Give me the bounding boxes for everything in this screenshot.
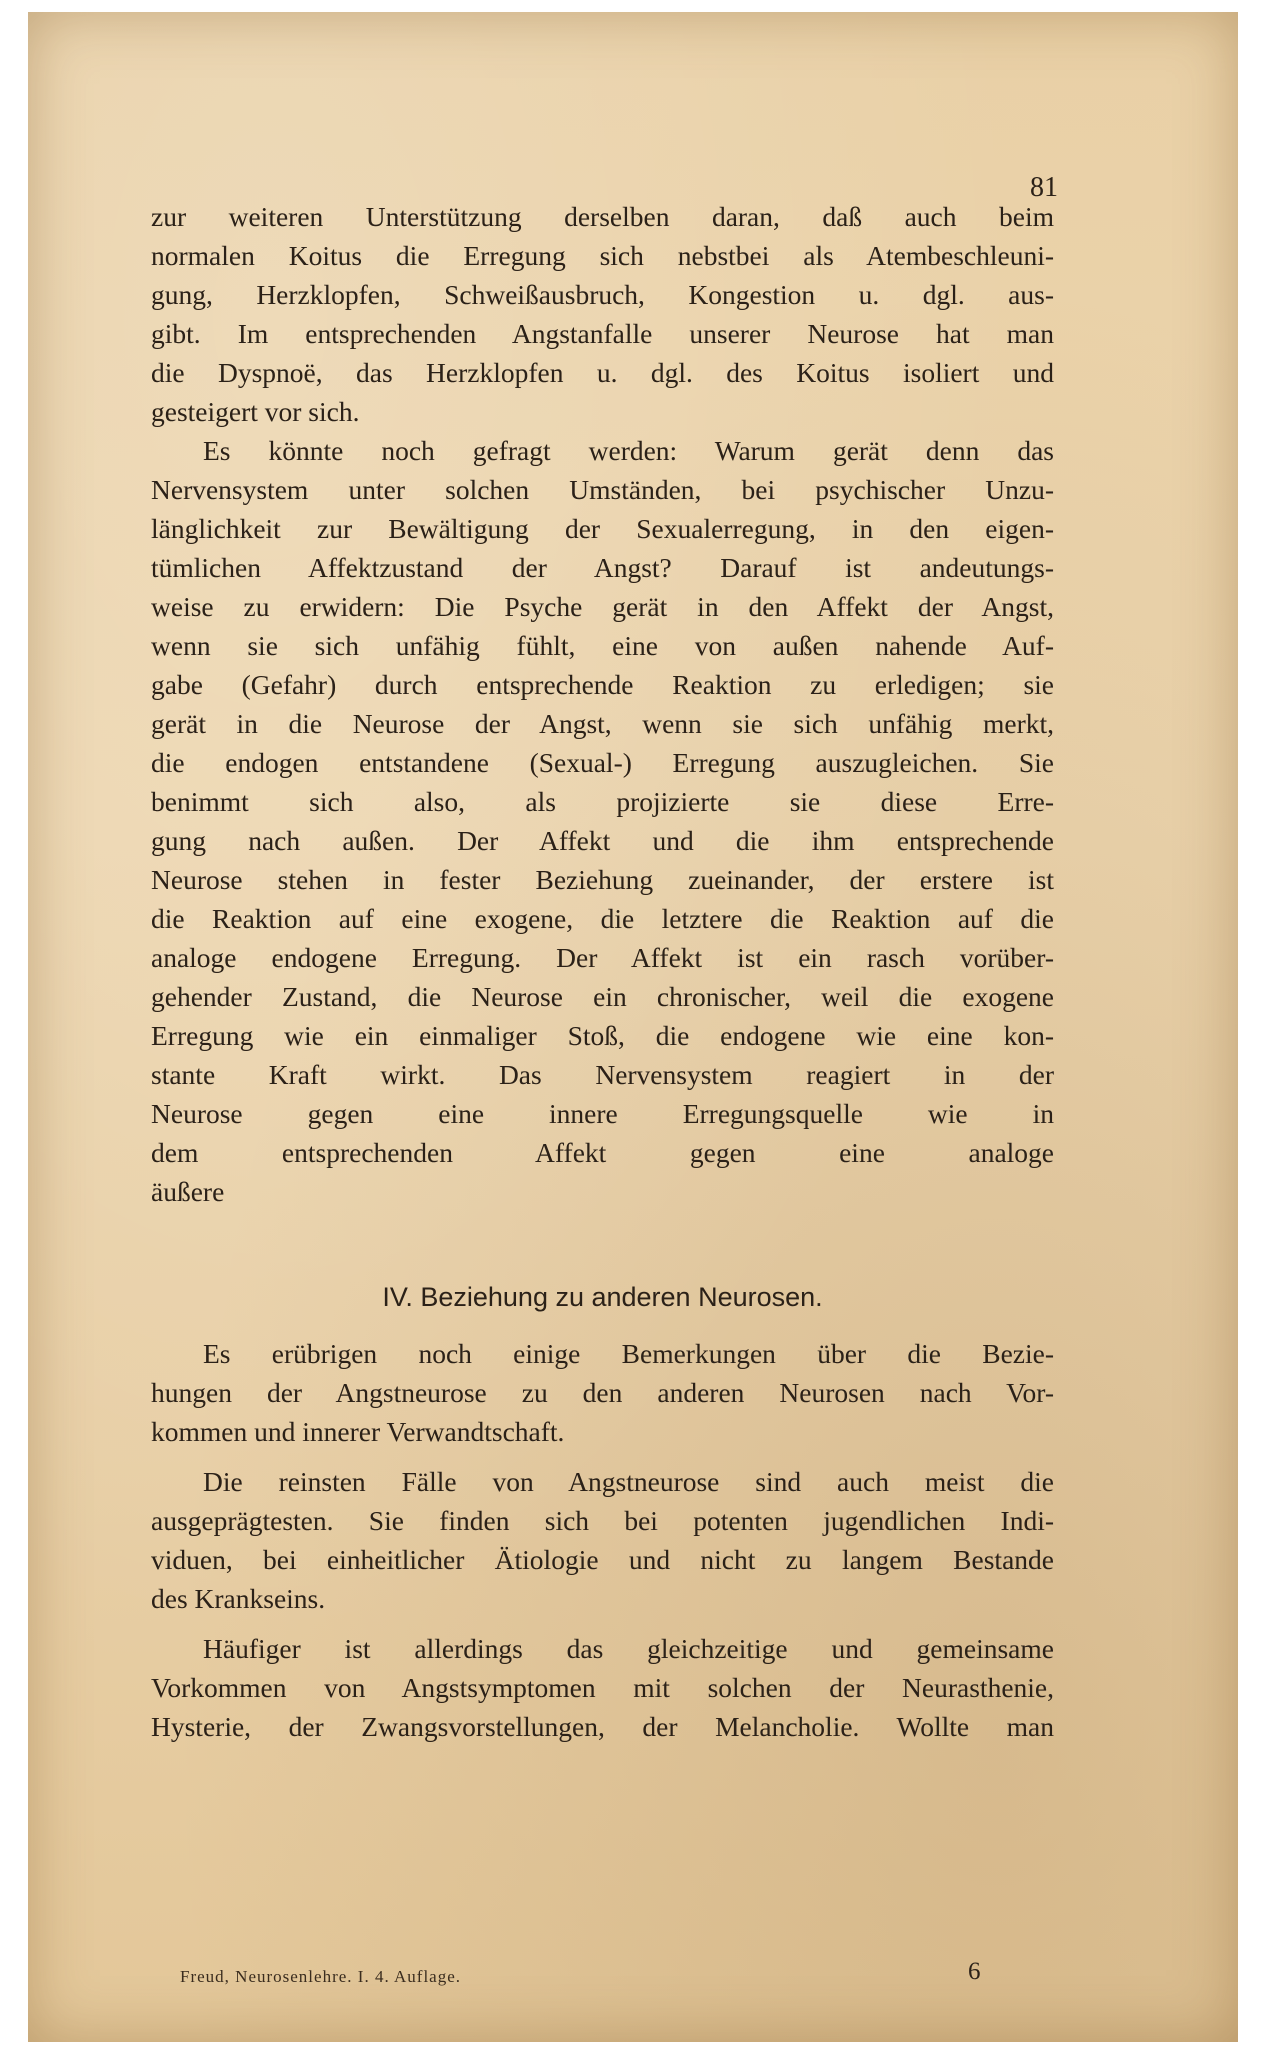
text-line: analoge endogene Erregung. Der Affekt ist ein rasch vorüber-: [151, 942, 1054, 973]
text-line: länglichkeit zur Bewältigung der Sexualerregung, in den eigen-: [151, 513, 1054, 544]
text-line: Erregung wie ein einmaliger Stoß, die endogene wie eine kon-: [151, 1020, 1054, 1051]
text-line: gung, Herzklopfen, Schweißausbruch, Kongestion u. dgl. aus-: [151, 279, 1054, 310]
text-line: Vorkommen von Angstsymptomen mit solchen der Neurasthenie,: [151, 1672, 1054, 1703]
text-line: die endogen entstandene (Sexual-) Erregung auszugleichen. Sie: [151, 747, 1054, 778]
text-line: äußere: [151, 1176, 225, 1207]
section-heading: IV. Beziehung zu anderen Neurosen.: [382, 1282, 823, 1312]
text-line: die Reaktion auf eine exogene, die letztere die Reaktion auf die: [151, 903, 1054, 934]
text-line: des Krankseins.: [151, 1583, 326, 1614]
text-line: gabe (Gefahr) durch entsprechende Reaktion zu erledigen; sie: [151, 669, 1054, 700]
text-line: tümlichen Affektzustand der Angst? Darauf ist andeutungs-: [151, 552, 1054, 583]
paragraph-1: [151, 197, 1054, 431]
text-line: gung nach außen. Der Affekt und die ihm entsprechende: [151, 825, 1054, 856]
text-line: normalen Koitus die Erregung sich nebstbei als Atembeschleuni-: [151, 240, 1054, 271]
text-line: Häufiger ist allerdings das gleichzeitige und gemeinsame: [203, 1633, 1054, 1664]
text-line: Es könnte noch gefragt werden: Warum gerät denn das: [203, 435, 1054, 466]
text-line: hungen der Angstneurose zu den anderen Neurosen nach Vor-: [151, 1377, 1054, 1408]
text-line: viduen, bei einheitlicher Ätiologie und nicht zu langem Bestande: [151, 1544, 1054, 1575]
text-line: gerät in die Neurose der Angst, wenn sie sich unfähig merkt,: [151, 708, 1054, 739]
text-line: zur weiteren Unterstützung derselben daran, daß auch beim: [151, 201, 1054, 232]
text-line: dem entsprechenden Affekt gegen eine analoge: [151, 1137, 1054, 1168]
text-line: benimmt sich also, als projizierte sie diese Erre-: [151, 786, 1054, 817]
paragraph-3: [151, 1334, 1054, 1451]
text-line: Hysterie, der Zwangsvorstellungen, der Melancholie. Wollte man: [151, 1711, 1054, 1742]
text-line: Neurose stehen in fester Beziehung zueinander, der erstere ist: [151, 864, 1054, 895]
text-line: Nervensystem unter solchen Umständen, bei psychischer Unzu-: [151, 474, 1054, 505]
page-number: 81: [1030, 172, 1058, 203]
text-line: Neurose gegen eine innere Erregungsquelle wie in: [151, 1098, 1054, 1129]
paragraph-5: [151, 1629, 1054, 1746]
text-line: ausgeprägtesten. Sie finden sich bei potenten jugendlichen Indi-: [151, 1505, 1054, 1536]
text-line: weise zu erwidern: Die Psyche gerät in den Affekt der Angst,: [151, 591, 1054, 622]
text-line: gehender Zustand, die Neurose ein chronischer, weil die exogene: [151, 981, 1054, 1012]
scanned-page: [28, 12, 1238, 2042]
signature-number: 6: [968, 1958, 981, 1985]
text-line: wenn sie sich unfähig fühlt, eine von außen nahende Auf-: [151, 630, 1054, 661]
text-line: kommen und innerer Verwandtschaft.: [151, 1416, 565, 1447]
paragraph-4: [151, 1462, 1054, 1618]
text-line: gibt. Im entsprechenden Angstanfalle unserer Neurose hat man: [151, 318, 1054, 349]
text-line: stante Kraft wirkt. Das Nervensystem reagiert in der: [151, 1059, 1054, 1090]
text-line: Es erübrigen noch einige Bemerkungen über die Bezie-: [203, 1338, 1054, 1369]
text-line: gesteigert vor sich.: [151, 396, 360, 427]
text-line: die Dyspnoë, das Herzklopfen u. dgl. des Koitus isoliert und: [151, 357, 1054, 388]
text-line: Die reinsten Fälle von Angstneurose sind auch meist die: [203, 1466, 1054, 1497]
footer-reference: Freud, Neurosenlehre. I. 4. Auflage.: [180, 1967, 462, 1986]
paragraph-2: [151, 431, 1054, 1211]
